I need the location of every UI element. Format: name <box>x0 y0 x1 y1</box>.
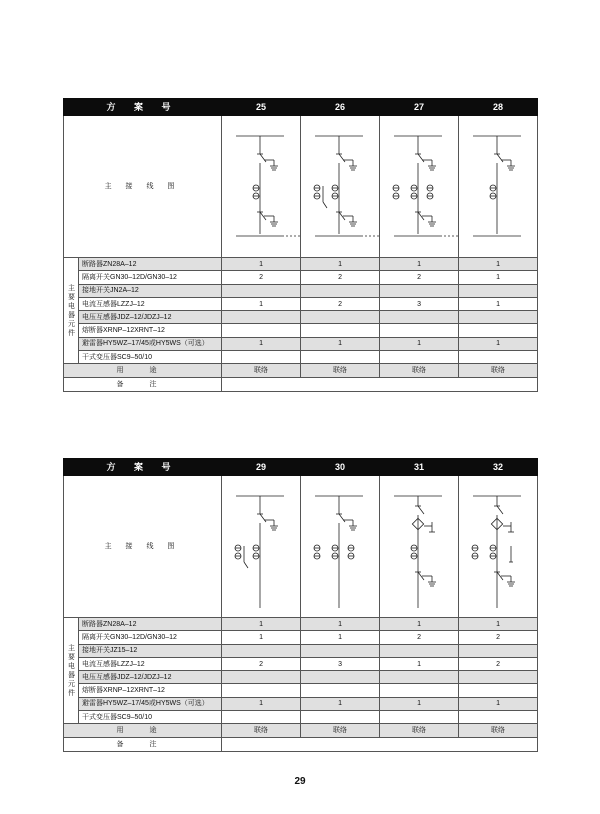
component-qty <box>301 684 380 697</box>
wiring-diagram-svg <box>380 476 459 617</box>
scheme-number: 30 <box>301 459 380 476</box>
component-qty <box>301 671 380 684</box>
wiring-diagram <box>301 116 380 258</box>
component-name: 电压互感器JDZ–12/JDZJ–12 <box>79 311 222 324</box>
component-qty <box>459 644 538 657</box>
component-name: 断路器ZN28A–12 <box>79 258 222 271</box>
component-qty <box>380 711 459 724</box>
component-qty: 1 <box>222 258 301 271</box>
usage-value: 联络 <box>222 724 301 738</box>
scheme-number-label: 方 案 号 <box>64 99 222 116</box>
diagram-row <box>64 116 538 258</box>
component-name: 干式变压器SC9–50/10 <box>79 711 222 724</box>
component-qty <box>459 284 538 297</box>
component-qty: 1 <box>222 337 301 350</box>
component-qty: 2 <box>222 657 301 670</box>
component-qty <box>222 351 301 364</box>
component-qty <box>380 684 459 697</box>
usage-value: 联络 <box>222 364 301 378</box>
remark-row <box>64 378 538 392</box>
scheme-number: 28 <box>459 99 538 116</box>
remark-value <box>222 738 538 752</box>
component-qty <box>459 311 538 324</box>
component-qty <box>380 671 459 684</box>
component-qty: 1 <box>380 697 459 710</box>
component-qty: 1 <box>459 297 538 310</box>
scheme-number: 29 <box>222 459 301 476</box>
table-header-row <box>64 459 538 476</box>
component-qty: 1 <box>459 618 538 631</box>
main-components-category: 主要电器元件 <box>64 618 79 724</box>
component-qty: 2 <box>301 297 380 310</box>
component-qty: 3 <box>380 297 459 310</box>
component-qty: 2 <box>380 631 459 644</box>
wiring-diagram <box>222 476 301 618</box>
remark-label: 备 注 <box>64 378 222 392</box>
wiring-diagram-svg <box>301 476 380 617</box>
component-qty: 2 <box>380 271 459 284</box>
component-row <box>64 684 538 697</box>
component-qty <box>222 324 301 337</box>
wiring-diagram-svg <box>459 116 538 257</box>
wiring-diagram-svg <box>301 116 380 257</box>
component-qty <box>380 644 459 657</box>
usage-value: 联络 <box>380 724 459 738</box>
component-qty <box>380 324 459 337</box>
remark-value <box>222 378 538 392</box>
component-qty <box>380 311 459 324</box>
component-qty: 2 <box>222 271 301 284</box>
component-row <box>64 311 538 324</box>
component-name: 干式变压器SC9–50/10 <box>79 351 222 364</box>
component-qty: 1 <box>459 697 538 710</box>
usage-label: 用 途 <box>64 364 222 378</box>
component-name: 断路器ZN28A–12 <box>79 618 222 631</box>
component-qty <box>459 711 538 724</box>
component-qty: 1 <box>301 631 380 644</box>
component-qty: 2 <box>459 631 538 644</box>
component-row <box>64 324 538 337</box>
remark-row <box>64 738 538 752</box>
scheme-number: 25 <box>222 99 301 116</box>
wiring-diagram-svg <box>380 116 459 257</box>
usage-value: 联络 <box>301 724 380 738</box>
scheme-number-label: 方 案 号 <box>64 459 222 476</box>
main-wiring-diagram-label: 主 接 线 图 <box>64 476 222 618</box>
component-row <box>64 631 538 644</box>
component-qty <box>459 671 538 684</box>
component-qty: 1 <box>301 618 380 631</box>
component-qty <box>380 284 459 297</box>
component-row <box>64 657 538 670</box>
usage-value: 联络 <box>301 364 380 378</box>
usage-value: 联络 <box>380 364 459 378</box>
component-qty <box>222 311 301 324</box>
component-qty <box>301 351 380 364</box>
component-qty: 2 <box>301 271 380 284</box>
component-qty <box>301 644 380 657</box>
scheme-number: 31 <box>380 459 459 476</box>
component-name: 熔断器XRNP–12XRNT–12 <box>79 684 222 697</box>
wiring-diagram-svg <box>222 476 301 617</box>
component-qty: 1 <box>380 618 459 631</box>
component-name: 隔离开关GN30–12D/GN30–12 <box>79 271 222 284</box>
scheme-number: 26 <box>301 99 380 116</box>
component-qty: 1 <box>380 258 459 271</box>
component-name: 电流互感器LZZJ–12 <box>79 297 222 310</box>
component-qty <box>459 684 538 697</box>
diagram-row <box>64 476 538 618</box>
component-row <box>64 271 538 284</box>
component-name: 避雷器HY5WZ–17/45或HY5WS（可选） <box>79 697 222 710</box>
component-qty <box>459 324 538 337</box>
component-qty <box>222 284 301 297</box>
usage-value: 联络 <box>459 364 538 378</box>
remark-label: 备 注 <box>64 738 222 752</box>
wiring-diagram <box>301 476 380 618</box>
wiring-diagram <box>222 116 301 258</box>
component-qty <box>301 711 380 724</box>
component-qty <box>222 711 301 724</box>
wiring-diagram <box>459 476 538 618</box>
component-qty <box>222 684 301 697</box>
component-name: 隔离开关GN30–12D/GN30–12 <box>79 631 222 644</box>
component-qty: 1 <box>301 697 380 710</box>
component-row <box>64 284 538 297</box>
component-qty: 1 <box>459 258 538 271</box>
wiring-diagram <box>380 116 459 258</box>
component-qty: 1 <box>380 657 459 670</box>
component-row <box>64 618 538 631</box>
wiring-diagram <box>459 116 538 258</box>
component-row <box>64 351 538 364</box>
main-components-category: 主要电器元件 <box>64 258 79 364</box>
component-qty: 1 <box>222 297 301 310</box>
component-row <box>64 697 538 710</box>
wiring-diagram-svg <box>459 476 538 617</box>
component-qty: 1 <box>459 271 538 284</box>
component-qty: 1 <box>222 631 301 644</box>
usage-row <box>64 364 538 378</box>
component-name: 电流互感器LZZJ–12 <box>79 657 222 670</box>
scheme-number: 32 <box>459 459 538 476</box>
component-row <box>64 711 538 724</box>
component-row <box>64 671 538 684</box>
page-number: 29 <box>294 776 306 787</box>
usage-row <box>64 724 538 738</box>
component-qty: 1 <box>301 258 380 271</box>
component-qty: 1 <box>459 337 538 350</box>
component-qty <box>459 351 538 364</box>
component-name: 避雷器HY5WZ–17/45或HY5WS（可选） <box>79 337 222 350</box>
wiring-diagram <box>380 476 459 618</box>
component-qty: 1 <box>222 697 301 710</box>
scheme-table-2 <box>63 458 538 752</box>
component-qty <box>222 671 301 684</box>
component-name: 接地开关JN2A–12 <box>79 284 222 297</box>
component-qty <box>301 311 380 324</box>
component-row <box>64 644 538 657</box>
component-name: 接地开关JZ15–12 <box>79 644 222 657</box>
main-wiring-diagram-label: 主 接 线 图 <box>64 116 222 258</box>
component-row <box>64 297 538 310</box>
component-qty <box>380 351 459 364</box>
usage-value: 联络 <box>459 724 538 738</box>
component-qty <box>301 324 380 337</box>
component-qty: 1 <box>380 337 459 350</box>
component-qty: 1 <box>301 337 380 350</box>
component-name: 电压互感器JDZ–12/JDZJ–12 <box>79 671 222 684</box>
component-qty: 2 <box>459 657 538 670</box>
usage-label: 用 途 <box>64 724 222 738</box>
component-row <box>64 337 538 350</box>
component-qty <box>301 284 380 297</box>
component-qty: 3 <box>301 657 380 670</box>
scheme-table-1 <box>63 98 538 392</box>
table-header-row <box>64 99 538 116</box>
component-name: 熔断器XRNP–12XRNT–12 <box>79 324 222 337</box>
component-row <box>64 258 538 271</box>
scheme-number: 27 <box>380 99 459 116</box>
component-qty: 1 <box>222 618 301 631</box>
component-qty <box>222 644 301 657</box>
wiring-diagram-svg <box>222 116 301 257</box>
